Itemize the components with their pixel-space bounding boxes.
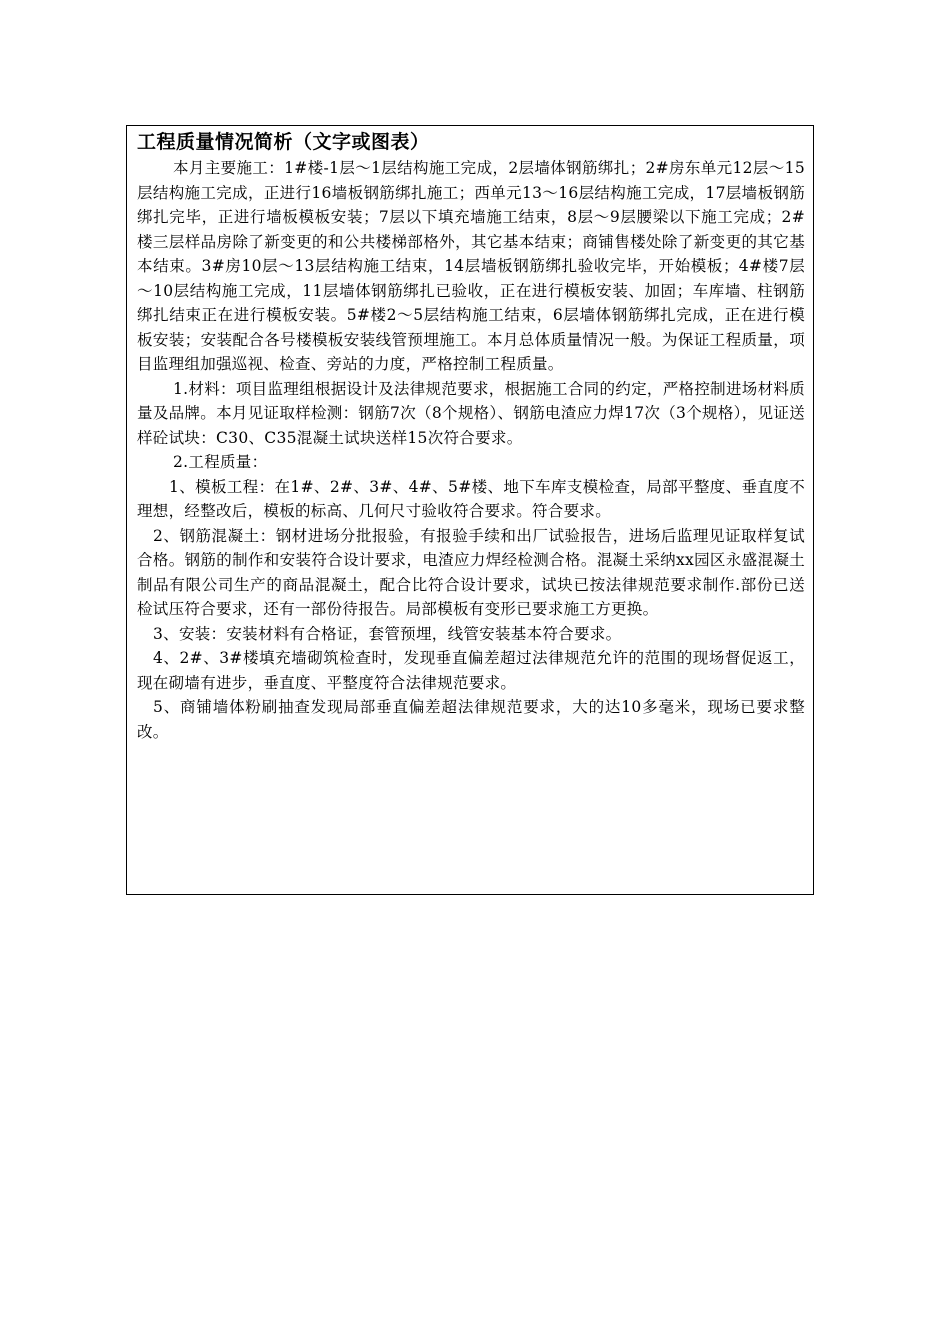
paragraph-plastering: 5、商铺墙体粉刷抽查发现局部垂直偏差超法律规范要求，大的达10多毫米，现场已要求整改。 xyxy=(137,698,805,741)
paragraph-installation: 3、安装：安装材料有合格证，套管预埋，线管安装基本符合要求。 xyxy=(153,624,622,643)
quality-analysis-box xyxy=(126,125,814,895)
paragraph-formwork: 1、模板工程：在1#、2#、3#、4#、5#楼、地下车库支模检查，局部平整度、垂直度不理想，经整改后，模板的标高、几何尺寸验收符合要求。符合要求。 xyxy=(137,477,805,520)
section-title: 工程质量情况简析（文字或图表） xyxy=(137,131,430,153)
paragraph-quality-heading: 2.工程质量： xyxy=(173,453,268,471)
paragraph-infill-wall: 4、2#、3#楼填充墙砌筑检查时，发现垂直偏差超过法律规范允许的范围的现场督促返工，现在砌墙有进步，垂直度、平整度符合法律规范要求。 xyxy=(137,649,805,692)
paragraph-summary: 本月主要施工：1#楼-1层～1层结构施工完成，2层墙体钢筋绑扎；2#房东单元12层～15层结构施工完成，正进行16墙板钢筋绑扎施工；西单元13～16层结构施工完成，17层墙板钢筋绑扎完毕，正进行墙板模板安装；7层以下填充墙施工结束，8层～9层腰梁以下施工完成；2#楼三层样品房除了新变更的和公共楼梯部格外，其它基本结束；商铺售楼处除了新变更的其它基本结束。3#房10层～13层结构施工结束，14层墙板钢筋绑扎验收完毕，开始模板；4#楼7层～10层结构施工完成，11层墙体钢筋绑扎已验收，正在进行模板安装、加固；车库墙、柱钢筋绑扎结束正在进行模板安装。5#楼2～5层结构施工结束，6层墙体钢筋绑扎完成，正在进行模板安装；安装配合各号楼模板安装线管预埋施工。本月总体质量情况一般。为保证工程质量，项目监理组加强巡视、检查、旁站的力度，严格控制工程质量。 xyxy=(137,159,805,373)
paragraph-reinforced-concrete: 2、钢筋混凝土：钢材进场分批报验，有报验手续和出厂试验报告，进场后监理见证取样复试合格。钢筋的制作和安装符合设计要求，电渣应力焊经检测合格。混凝土采纳xx园区永盛混凝土制品有限公司生产的商品混凝土，配合比符合设计要求，试块已按法律规范要求制作.部份已送检试压符合要求，还有一部份待报告。局部模板有变形已要求施工方更换。 xyxy=(137,526,805,618)
paragraph-materials: 1.材料：项目监理组根据设计及法律规范要求，根据施工合同的约定，严格控制进场材料质量及品牌。本月见证取样检测：钢筋7次（8个规格）、钢筋电渣应力焊17次（3个规格），见证送样砼试块：C30、C35混凝土试块送样15次符合要求。 xyxy=(137,379,805,447)
